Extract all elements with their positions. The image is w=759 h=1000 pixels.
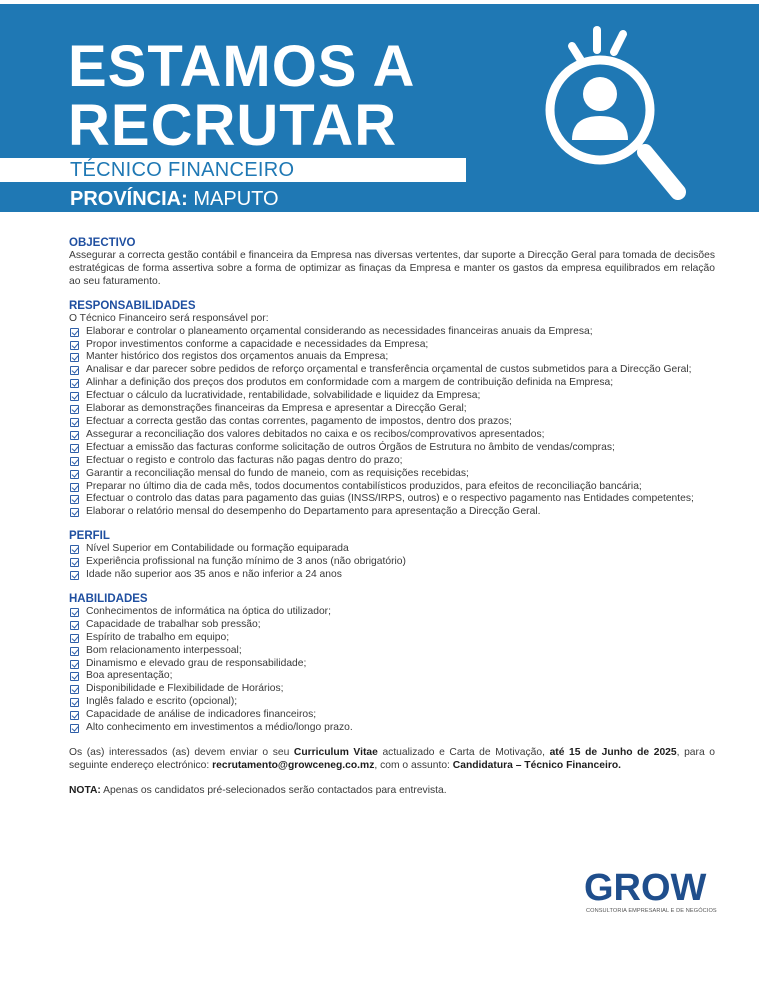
cv-label: Curriculum Vitae	[293, 747, 378, 758]
list-item: Elaborar e controlar o planeamento orçamental considerando as necessidades financeiras anuais da Empresa;	[69, 326, 715, 339]
list-item: Assegurar a reconciliação dos valores debitados no caixa e os recibos/comprovativos apresentados;	[69, 429, 715, 442]
objectivo-title: OBJECTIVO	[69, 237, 136, 249]
subtitle-bar	[0, 158, 466, 182]
job-details	[69, 236, 715, 798]
list-item: Efectuar o registo e controlo das facturas não pagas dentro do prazo;	[69, 455, 715, 468]
perfil-title: PERFIL	[69, 530, 110, 543]
checkbox-icon	[70, 379, 79, 388]
list-item: Garantir a reconciliação mensal do fundo de maneio, com as requisições recebidas;	[69, 468, 715, 481]
list-item: Alto conhecimento em investimentos a médio/longo prazo.	[69, 722, 715, 735]
checkbox-icon	[70, 444, 79, 453]
list-item: Inglês falado e escrito (opcional);	[69, 696, 715, 709]
list-item: Manter histórico dos registos dos orçamentos anuais da Empresa;	[69, 351, 715, 364]
province-label: PROVÍNCIA:	[70, 188, 188, 210]
objectivo-text: Assegurar a correcta gestão contábil e financeira da Empresa nas diversas vertentes, dar suporte a Direcção Geral para tomada de decisões estratégicas de forma assertiva sobre a forma de optimizar as finaças da Empresa e manter os gastos da empresa equilibrados em relação ao seu faturamento.	[69, 250, 715, 287]
checkbox-icon	[70, 431, 79, 440]
list-item: Preparar no último dia de cada mês, todos documentos contabilísticos produzidos, para efeitos de reconciliação bancária;	[69, 481, 715, 494]
application-instructions: Os (as) interessados (as) devem enviar o seu Curriculum Vitae actualizado e Carta de Motivação, até 15 de Junho de 2025, para o seguinte endereço electrónico: recrutamento@growceneg.co.mz, com o assunto: Candidatura – Técnico Financeiro.	[69, 747, 715, 771]
list-item: Efectuar a emissão das facturas conforme solicitação de outros Órgãos de Estrutura no âmbito de vendas/compras;	[69, 442, 715, 455]
checkbox-icon	[70, 353, 79, 362]
list-item: Dinamismo e elevado grau de responsabilidade;	[69, 658, 715, 671]
list-item: Conhecimentos de informática na óptica do utilizador;	[69, 606, 715, 619]
list-item: Espírito de trabalho em equipo;	[69, 632, 715, 645]
checkbox-icon	[70, 660, 79, 669]
checkbox-icon	[70, 508, 79, 517]
list-item: Idade não superior aos 35 anos e não inferior a 24 anos	[69, 569, 715, 582]
checkbox-icon	[70, 457, 79, 466]
habilidades-title: HABILIDADES	[69, 592, 148, 605]
list-item: Analisar e dar parecer sobre pedidos de reforço orçamental e transferência orçamental de custos submetidos para a Direcção Geral;	[69, 364, 715, 377]
magnifier-person-icon	[530, 22, 700, 214]
checkbox-icon	[70, 634, 79, 643]
email-subject: Candidatura – Técnico Financeiro.	[452, 759, 622, 771]
checkbox-icon	[70, 711, 79, 720]
checkbox-icon	[70, 470, 79, 479]
list-item: Elaborar o relatório mensal do desempenho do Departamento para apresentação a Direcção Geral.	[69, 506, 715, 519]
contact-email[interactable]: recrutamento@growceneg.co.mz	[212, 759, 375, 771]
checkbox-icon	[70, 341, 79, 350]
checkbox-icon	[70, 621, 79, 630]
list-item: Elaborar as demonstrações financeiras da Empresa e apresentar a Direcção Geral;	[69, 403, 715, 416]
checkbox-icon	[70, 366, 79, 375]
checkbox-icon	[70, 571, 79, 580]
checkbox-icon	[70, 685, 79, 694]
checkbox-icon	[70, 392, 79, 401]
header-banner	[0, 4, 759, 212]
list-item: Efectuar o cálculo da lucratividade, rentabilidade, solvabilidade e liquidez da Empresa;	[69, 390, 715, 403]
checkbox-icon	[70, 558, 79, 567]
province-line	[70, 188, 279, 210]
list-item: Capacidade de análise de indicadores financeiros;	[69, 709, 715, 722]
deadline: até 15 de Junho de 2025	[549, 747, 677, 758]
checkbox-icon	[70, 328, 79, 337]
title-line-1: ESTAMOS A	[68, 34, 416, 99]
list-item: Efectuar o controlo das datas para pagamento das guias (INSS/IRPS, outros) e o respectivo pagamento nas Entidades competentes;	[69, 493, 715, 506]
perfil-list	[69, 543, 715, 582]
checkbox-icon	[70, 724, 79, 733]
habilidades-list	[69, 606, 715, 735]
grow-logo	[584, 868, 718, 920]
checkbox-icon	[70, 608, 79, 617]
checkbox-icon	[70, 405, 79, 414]
responsabilidades-title: RESPONSABILIDADES	[69, 299, 196, 312]
checkbox-icon	[70, 495, 79, 504]
checkbox-icon	[70, 647, 79, 656]
note: NOTA: Apenas os candidatos pré-selecionados serão contactados para entrevista.	[69, 784, 447, 796]
list-item: Disponibilidade e Flexibilidade de Horários;	[69, 683, 715, 696]
logo-wordmark: GROW	[584, 867, 707, 909]
logo-tagline: CONSULTORIA EMPRESARIAL E DE NEGÓCIOS	[586, 908, 717, 914]
checkbox-icon	[70, 698, 79, 707]
list-item: Alinhar a definição dos preços dos produtos em conformidade com a margem de contribuição definida na Empresa;	[69, 377, 715, 390]
list-item: Experiência profissional na função mínimo de 3 anos (não obrigatório)	[69, 556, 715, 569]
list-item: Propor investimentos conforme a capacidade e necessidades da Empresa;	[69, 339, 715, 352]
list-item: Efectuar a correcta gestão das contas correntes, pagamento de impostos, dentro dos prazos;	[69, 416, 715, 429]
responsabilidades-intro: O Técnico Financeiro será responsável por:	[69, 312, 269, 324]
checkbox-icon	[70, 672, 79, 681]
province-value: MAPUTO	[187, 188, 279, 210]
checkbox-icon	[70, 545, 79, 554]
title-line-2: RECRUTAR	[68, 93, 398, 158]
list-item: Bom relacionamento interpessoal;	[69, 645, 715, 658]
list-item: Nível Superior em Contabilidade ou formação equiparada	[69, 543, 715, 556]
responsabilidades-list	[69, 326, 715, 520]
list-item: Capacidade de trabalhar sob pressão;	[69, 619, 715, 632]
list-item: Boa apresentação;	[69, 670, 715, 683]
checkbox-icon	[70, 483, 79, 492]
checkbox-icon	[70, 418, 79, 427]
note-label: NOTA:	[69, 784, 101, 796]
job-title: TÉCNICO FINANCEIRO	[70, 159, 295, 181]
